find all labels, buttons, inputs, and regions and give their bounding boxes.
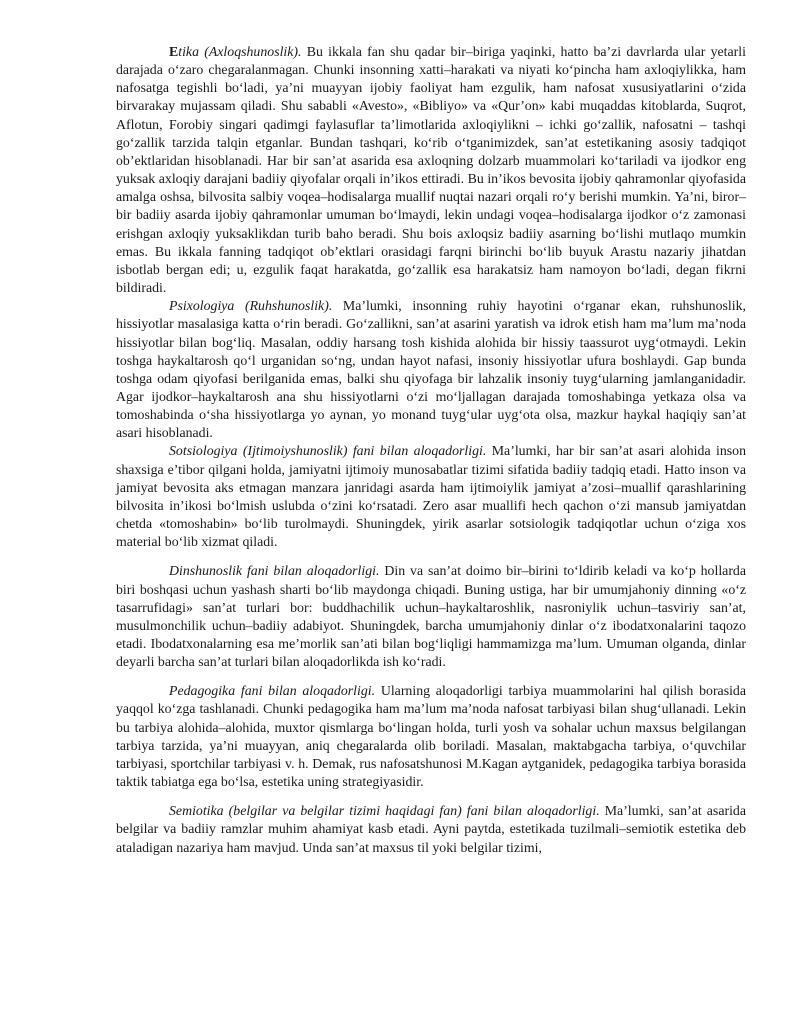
drop-letter: E xyxy=(169,44,179,59)
paragraph-pedagogy xyxy=(116,682,746,791)
paragraph-psychology xyxy=(116,297,746,442)
paragraph-body: Ma’lumki, san’at asarida belgilar va badiiy ramzlar muhim ahamiyat kasb etadi. Ayni paytda, estetikada tuzilmali–semiotik estetika deb ataladigan nazariya ham mavjud. Unda san’at maxsus til yoki belgilar tizimi, xyxy=(116,803,746,855)
paragraph-body: Ma’lumki, har bir san’at asari alohida inson shaxsiga e’tibor qilgani holda, jamiyatni ijtimoiy munosabatlar tizimi sifatida badiiy tadqiq etadi. Hatto inson va jamiyat bevosita aks etmagan manzara janridagi asarda ham ijtimoiylik jamiyat a’zosi–muallif qarashlarining bilvosita in’ikosi bo‘lmish uslubda o‘zini ko‘rsatadi. Zero asar muallifi hech qachon o‘zi mansub jamiyatdan chetda «tomoshabin» bo‘lib turolmaydi. Shuningdek, yirik asarlar sotsiologik tadqiqotlar uchun o‘ziga xos material bo‘lib xizmat qiladi. xyxy=(116,443,747,550)
paragraph-lead: Pedagogika fani bilan aloqadorligi. xyxy=(169,683,376,699)
paragraph-body: Ularning aloqadorligi tarbiya muammolarini hal qilish borasida yaqqol ko‘zga tashlanadi. Chunki pedagogika ham ma’lum ma’noda nafosat tarbiyasi bilan shug‘ullanadi. Lekin bu tarbiya alohida–alohida, muxtor qismlarga bo‘lingan holda, turli yosh va sohalar uchun maxsus belgilangan tarbiya tarzida, ya’ni muayyan, aniq chegaralarda olib boriladi. Masalan, maktabgacha tarbiya, o‘quvchilar tarbiyasi, sportchilar tarbiyasi v. h. Demak, rus nafosatshunosi M.Kagan aytganidek, pedagogika tarbiya borasida taktik tabiatga ega bo‘lsa, estetika uning strategiyasidir. xyxy=(116,683,746,790)
paragraph-ethics xyxy=(116,43,746,297)
paragraph-lead: Semiotika (belgilar va belgilar tizimi haqidagi fan) fani bilan aloqadorligi. xyxy=(169,803,600,819)
paragraph-body: Bu ikkala fan shu qadar bir–biriga yaqinki, hatto ba’zi davrlarda ular yetarli darajada o‘zaro chegaralanmagan. Chunki insonning xatti–harakati va niyati ko‘pincha ham axloqiylikka, ham nafosatga tegishli bo‘ladi, ya’ni muayyan ijobiy faoliyat ham ezgulik, ham nafosat xususiyatlarini o‘zida birvarakay mujassam qiladi. Shu sababli «Avesto», «Bibliyo» va «Qur’on» kabi muqaddas kitoblarda, Suqrot, Aflotun, Forobiy singari qadimgi faylasuflar ta’limotlarida axloqiylikni – ichki go‘zallik, nafosatni – tashqi go‘zallik tarzida talqin etganlar. Bundan tashqari, ko‘rib o‘tganimizdek, san’at estetikaning asosiy tadqiqot ob’ektlaridan hisoblanadi. Har bir san’at asarida esa axloqning dolzarb muammolari ko‘tariladi va ijodkor eng yuksak axloqiy darajani badiiy qiyofalar orqali in’ikos ettiradi. Bu in’ikos bevosita ijobiy qahramonlar qiyofasida amalga oshsa, bilvosita salbiy voqea–hodisalarga muallif nuqtai nazari orqali ro‘y berishi mumkin. Ya’ni, biror–bir badiiy asarda ijobiy qahramonlar umuman bo‘lmaydi, lekin undagi voqea–hodisalarga ijodkor o‘z zamonasi erishgan axloqiy yuksaklikdan turib baho beradi. Shu bois axloqsiz badiiy asarning bo‘lishi mutlaqo mumkin emas. Bu ikkala fanning tadqiqot ob’ektlari orasidagi farqni birinchi bo‘lib buyuk Arastu nazariy jihatdan isbotlab bergan edi; u, ezgulik faqat harakatda, go‘zallik esa harakatsiz ham namoyon bo‘ladi, degan fikrni bildiradi. xyxy=(116,44,746,296)
paragraph-lead: Psixologiya (Ruhshunoslik). xyxy=(169,298,333,314)
paragraph-sociology xyxy=(116,442,746,551)
paragraph-lead: Dinshunoslik fani bilan aloqadorligi. xyxy=(169,563,380,579)
paragraph-semiotics xyxy=(116,802,746,856)
paragraph-body: Ma’lumki, insonning ruhiy hayotini o‘rganar ekan, ruhshunoslik, hissiyotlar masalasiga katta o‘rin beradi. Go‘zallikni, san’at asarini yaratish va idrok etish ham ma’lum ma’noda hissiyotlar bilan bog‘liq. Masalan, oddiy harsang tosh kishida alohida bir hissiy taassurot uyg‘otmaydi. Lekin toshga haykaltarosh qo‘l urganidan so‘ng, undan hayot nafasi, insoniy hissiyotlar ufura boshlaydi. Gap bunda toshga odam qiyofasi berilganida emas, balki shu qiyofaga bir lahzalik insoniy tuyg‘ularning jamlanganidadir. Agar ijodkor–haykaltarosh ana shu hissiyotlarni o‘zi mo‘ljallagan darajada tomoshabinga yetkaza olsa va tomoshabinda o‘sha hissiyotlarga yo aynan, yo monand tuyg‘ular uyg‘ota olsa, mazkur haykal haqiqiy san’at asari hisoblanadi. xyxy=(116,298,746,441)
paragraph-lead: Sotsiologiya (Ijtimoiyshunoslik) fani bilan aloqadorligi. xyxy=(169,443,487,459)
paragraph-lead xyxy=(169,44,302,59)
paragraph-religion-studies xyxy=(116,562,746,671)
paragraph-body: Din va san’at doimo bir–birini to‘ldirib keladi va ko‘p hollarda biri boshqasi uchun yashash sharti bo‘lib maydonga chiqadi. Buning ustiga, har bir umumjahoniy dinning «o‘z tasarrufidagi» san’at turlari bor: buddhachilik uchun–haykaltaroshlik, nasroniylik uchun–tasviriy san’at, musulmonchilik uchun–badiiy adabiyot. Shuningdek, barcha umumjahoniy dinlar o‘z ibodatxonalarini taqozo etadi. Ibodatxonalarning esa me’morlik san’ati bilan bog‘liqligi hammamizga ma’lum. Umuman olganda, dinlar deyarli barcha san’at turlari bilan aloqadorlikda ish ko‘radi. xyxy=(116,563,746,670)
lead-italic: tika (Axloqshunoslik). xyxy=(178,44,302,59)
